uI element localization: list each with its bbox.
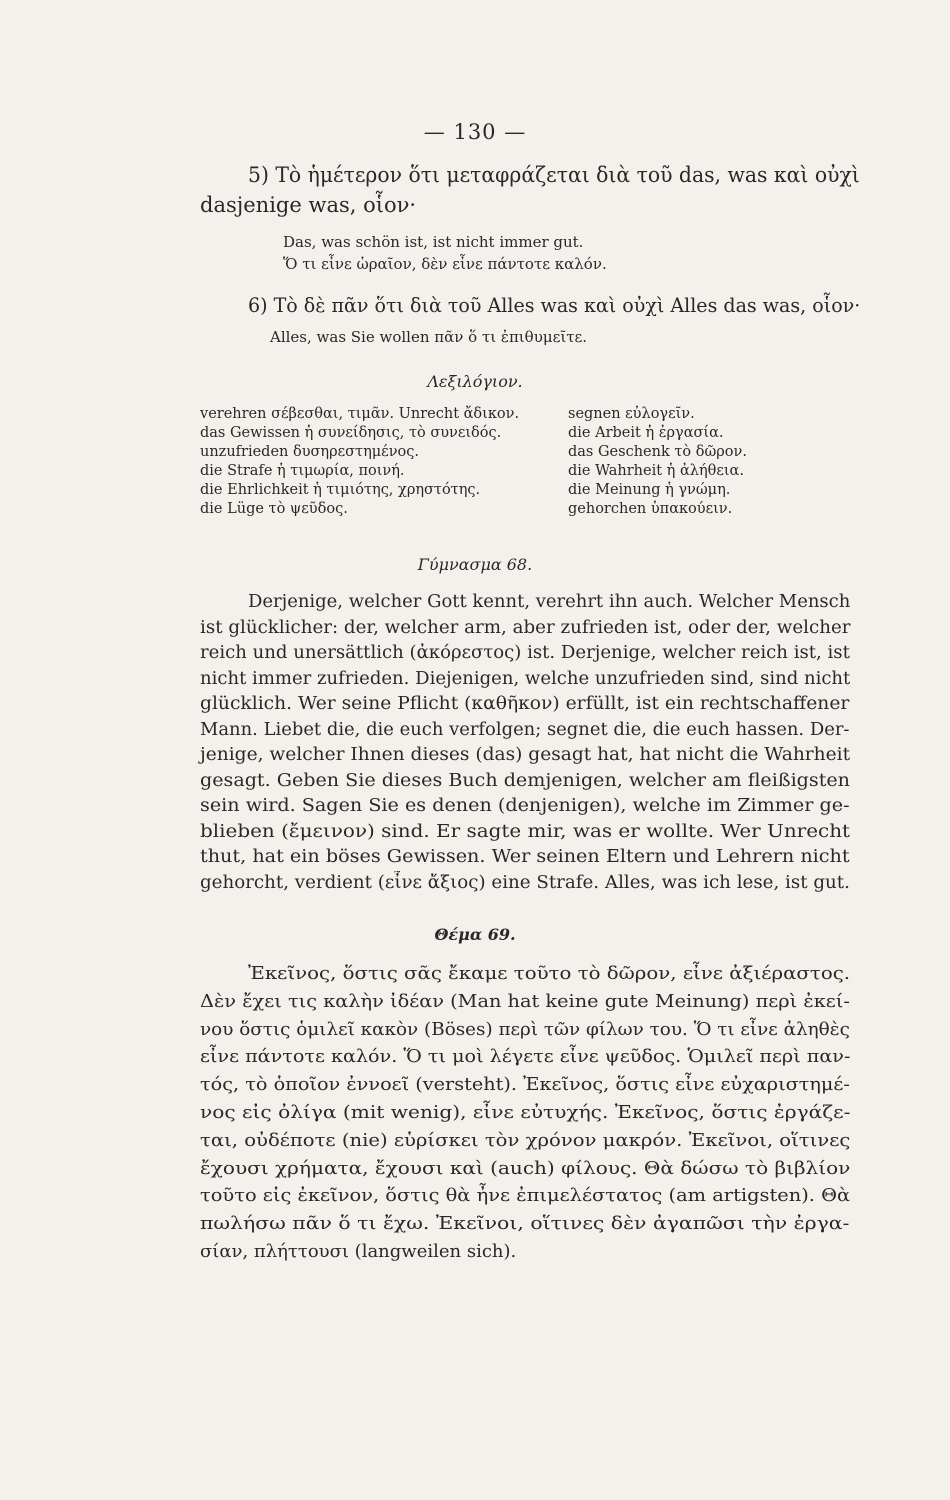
section-6-line-1: 6) Τὸ δὲ πᾶν ὅτι διὰ τοῦ Alles was καὶ οὐχὶ Alles das was, οἷον· bbox=[248, 293, 861, 317]
text-line: ist glücklicher: der, welcher arm, aber zufrieden ist, oder der, welcher bbox=[200, 617, 851, 638]
text-line: gehorcht, verdient (εἶνε ἄξιος) eine Strafe. Alles, was ich lese, ist gut. bbox=[200, 872, 850, 893]
text-line: Derjenige, welcher Gott kennt, verehrt ihn auch. Welcher Mensch bbox=[248, 592, 851, 612]
vocabulary-entry: die Strafe ἡ τιμωρία, ποινή. bbox=[200, 463, 405, 479]
section-5-example-german: Das, was schön ist, ist nicht immer gut. bbox=[283, 233, 584, 251]
text-line: εἶνε πάντοτε καλόν. Ὅ τι μοὶ λέγετε εἶνε ψεῦδος. Ὁμιλεῖ περὶ παν- bbox=[200, 1046, 851, 1068]
vocabulary-entry: gehorchen ὑπακούειν. bbox=[568, 501, 733, 517]
section-5-line-2: dasjenige was, οἷον· bbox=[200, 193, 417, 217]
vocabulary-entry: die Lüge τὸ ψεῦδος. bbox=[200, 501, 348, 517]
text-line: blieben (ἔμεινον) sind. Er sagte mir, was er wollte. Wer Unrecht bbox=[200, 821, 851, 842]
text-line: thut, hat ein böses Gewissen. Wer seinen Eltern und Lehrern nicht bbox=[200, 847, 850, 867]
text-line: ται, οὐδέποτε (nie) εὑρίσκει τὸν χρόνον μακρόν. Ἐκεῖνοι, οἵτινες bbox=[200, 1129, 851, 1151]
vocabulary-title: Λεξιλόγιον. bbox=[427, 372, 523, 391]
text-line: ἔχουσι χρήματα, ἔχουσι καὶ (auch) φίλους. Θὰ δώσω τὸ βιβλίον bbox=[200, 1157, 851, 1179]
text-line: πωλήσω πᾶν ὅ τι ἔχω. Ἐκεῖνοι, οἵτινες δὲν ἀγαπῶσι τὴν ἐργα- bbox=[200, 1213, 850, 1235]
section-5-line-1: 5) Τὸ ἡμέτερον ὅτι μεταφράζεται διὰ τοῦ das, was καὶ οὐχὶ bbox=[248, 163, 860, 187]
text-line: glücklich. Wer seine Pflicht (καθῆκον) erfüllt, ist ein rechtschaffener bbox=[200, 694, 850, 714]
text-line: τός, τὸ ὁποῖον ἐννοεῖ (versteht). Ἐκεῖνος, ὅστις εἶνε εὐχαριστημέ- bbox=[200, 1074, 850, 1096]
page-number: — 130 — bbox=[423, 120, 527, 144]
vocabulary-entry: die Meinung ἡ γνώμη. bbox=[568, 482, 731, 498]
vocabulary-entry: das Gewissen ἡ συνείδησις, τὸ συνειδός. bbox=[200, 425, 502, 441]
text-line: sein wird. Sagen Sie es denen (denjenigen), welche im Zimmer ge- bbox=[200, 796, 850, 816]
text-line: reich und unersättlich (ἀκόρεστος) ist. Derjenige, welcher reich ist, ist bbox=[200, 643, 850, 663]
text-line: σίαν, πλήττουσι (langweilen sich). bbox=[200, 1241, 517, 1262]
vocabulary-entry: die Arbeit ἡ ἐργασία. bbox=[568, 425, 724, 441]
text-line: Δὲν ἔχει τις καλὴν ἰδέαν (Man hat keine gute Meinung) περὶ ἐκεί- bbox=[200, 990, 850, 1012]
text-line: νου ὅστις ὁμιλεῖ κακὸν (Böses) περὶ τῶν φίλων του. Ὅ τι εἶνε ἀληθὲς bbox=[200, 1018, 850, 1040]
vocabulary-entry: segnen εὐλογεῖν. bbox=[568, 406, 695, 422]
text-line: νος εἰς ὀλίγα (mit wenig), εἶνε εὐτυχής. Ἐκεῖνος, ὅστις ἐργάζε- bbox=[200, 1102, 851, 1123]
text-line: Mann. Liebet die, die euch verfolgen; segnet die, die euch hassen. Der- bbox=[200, 719, 850, 740]
text-line: nicht immer zufrieden. Diejenigen, welche unzufrieden sind, sind nicht bbox=[200, 668, 851, 689]
vocabulary-left-column bbox=[200, 405, 519, 519]
vocabulary-entry: verehren σέβεσθαι, τιμᾶν. Unrecht ἄδικον. bbox=[200, 406, 520, 422]
section-6-example: Alles, was Sie wollen πᾶν ὅ τι ἐπιθυμεῖτε. bbox=[270, 328, 588, 346]
vocabulary-entry: die Ehrlichkeit ἡ τιμιότης, χρηστότης. bbox=[200, 482, 481, 498]
text-line: jenige, welcher Ihnen dieses (das) gesagt hat, hat nicht die Wahrheit bbox=[200, 745, 851, 765]
theme-69-title: Θέμα 69. bbox=[434, 925, 516, 944]
text-line: τοῦτο εἰς ἐκεῖνον, ὅστις θὰ ἦνε ἐπιμελέστατος (am artigsten). Θὰ bbox=[200, 1185, 851, 1207]
vocabulary-right-column bbox=[568, 405, 747, 519]
vocabulary-entry: die Wahrheit ἡ ἀλήθεια. bbox=[568, 463, 744, 479]
exercise-68-title: Γύμνασμα 68. bbox=[417, 555, 533, 574]
vocabulary-entry: unzufrieden δυσηρεστημένος. bbox=[200, 444, 419, 460]
section-5-example-greek: Ὅ τι εἶνε ὡραῖον, δὲν εἶνε πάντοτε καλόν. bbox=[283, 255, 607, 273]
vocabulary-entry: das Geschenk τὸ δῶρον. bbox=[568, 444, 747, 460]
text-line: gesagt. Geben Sie dieses Buch demjenigen, welcher am fleißigsten bbox=[200, 770, 850, 791]
text-line: Ἐκεῖνος, ὅστις σᾶς ἔκαμε τοῦτο τὸ δῶρον, εἶνε ἀξιέραστος. bbox=[248, 963, 851, 984]
